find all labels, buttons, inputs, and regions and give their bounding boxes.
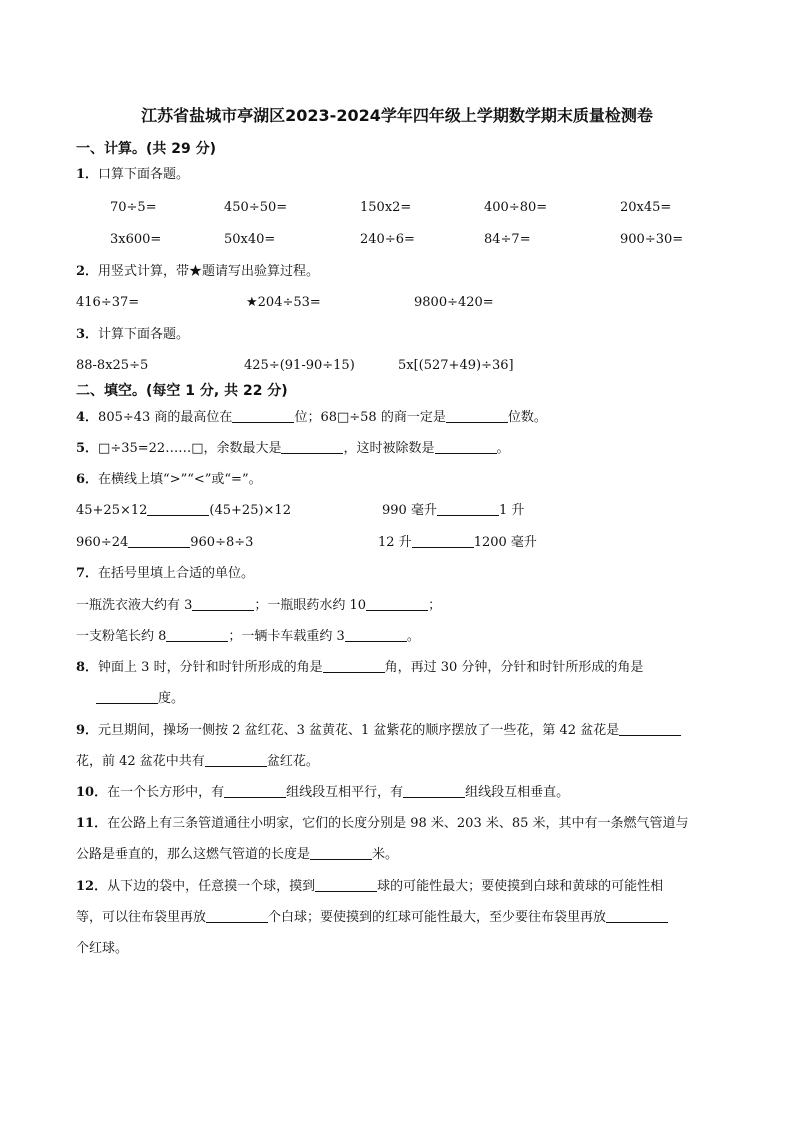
units-line-2: 一支粉笔长约 8 ；一辆卡车载重约 3 。 [76,629,420,644]
compare-item: 960÷24 960÷8÷3 [76,535,254,550]
compare-item: 12 升 1200 毫升 [378,535,537,550]
question-5: 5．□÷35=22……□，余数最大是 ，这时被除数是 。 [76,441,510,456]
question-9-cont: 花，前 42 盆花中共有 盆红花。 [76,754,319,769]
question-11: 11．在公路上有三条管道通往小明家，它们的长度分别是 98 米、203 米、85 米，其中有一条燃气管道与 [76,816,689,831]
question-number: 2． [76,264,99,279]
question-12-end: 个红球。 [76,941,129,956]
vertical-item: ★204÷53= [246,295,321,310]
calc-item: 5x[(527+49)÷36] [398,358,514,373]
question-number: 1． [76,167,99,182]
answer-blank[interactable] [147,502,209,516]
oral-item: 900÷30= [620,232,684,247]
question-6: 6．在横线上填“>”“<”或“=”。 [76,472,262,487]
oral-item: 50x40= [224,232,276,247]
oral-item: 3x600= [110,232,162,247]
answer-blank[interactable] [315,878,377,892]
page-title: 江苏省盐城市亭湖区2023-2024学年四年级上学期数学期末质量检测卷 [141,106,653,125]
question-number: 12． [76,879,108,894]
oral-item: 70÷5= [110,200,157,215]
question-1 [76,166,189,184]
question-number: 3． [76,327,99,342]
question-number: 9． [76,723,99,738]
question-3 [76,326,189,344]
answer-blank[interactable] [606,909,668,923]
question-number: 11． [76,816,108,831]
question-12: 12．从下边的袋中，任意摸一个球，摸到 球的可能性最大；要使摸到白球和黄球的可能性相 [76,879,664,894]
oral-item: 20x45= [620,200,672,215]
answer-blank[interactable] [323,659,385,673]
question-number: 4． [76,410,99,425]
section-2-heading: 二、填空。(每空 1 分, 共 22 分) [76,383,288,399]
answer-blank[interactable] [412,534,474,548]
vertical-item: 9800÷420= [414,295,494,310]
oral-item: 150x2= [360,200,412,215]
units-line-1: 一瓶洗衣液大约有 3 ；一瓶眼药水约 10 ； [76,598,442,613]
question-8-cont: 度。 [96,690,184,708]
answer-blank[interactable] [446,409,508,423]
answer-blank[interactable] [345,628,407,642]
question-4: 4．805÷43 商的最高位在 位；68□÷58 的商一定是 位数。 [76,410,547,425]
question-7: 7．在括号里填上合适的单位。 [76,566,255,581]
question-text: 口算下面各题。 [98,167,190,182]
question-text: 用竖式计算，带★题请写出验算过程。 [98,264,320,279]
answer-blank[interactable] [281,440,343,454]
question-11-cont: 公路是垂直的，那么这燃气管道的长度是 米。 [76,847,399,862]
question-8: 8．钟面上 3 时，分针和时针所形成的角是 角，再过 30 分钟，分针和时针所形成的角是 [76,660,644,675]
answer-blank[interactable] [366,597,428,611]
answer-blank[interactable] [224,784,286,798]
compare-item: 45+25×12 (45+25)×12 [76,503,291,518]
question-text: 计算下面各题。 [98,327,190,342]
question-9: 9．元旦期间，操场一侧按 2 盆红花、3 盆黄花、1 盆紫花的顺序摆放了一些花，第 42 盆花是 [76,722,681,740]
question-number: 5． [76,441,99,456]
question-number: 7． [76,566,99,581]
answer-blank[interactable] [205,753,267,767]
answer-blank[interactable] [437,502,499,516]
answer-blank[interactable] [166,628,228,642]
oral-item: 400÷80= [484,200,548,215]
vertical-item: 416÷37= [76,295,140,310]
question-number: 6． [76,472,99,487]
answer-blank[interactable] [435,440,497,454]
oral-item: 240÷6= [360,232,415,247]
calc-item: 425÷(91-90÷15) [244,358,355,373]
answer-blank[interactable] [403,784,465,798]
answer-blank[interactable] [192,597,254,611]
question-12-cont: 等，可以往布袋里再放 个白球；要使摸到的红球可能性最大，至少要往布袋里再放 [76,909,668,927]
answer-blank[interactable] [128,534,190,548]
section-1-heading: 一、计算。(共 29 分) [76,141,217,157]
compare-item: 990 毫升 1 升 [382,503,525,518]
answer-blank[interactable] [96,690,158,704]
oral-item: 450÷50= [224,200,288,215]
answer-blank[interactable] [619,722,681,736]
question-number: 8． [76,660,99,675]
answer-blank[interactable] [310,846,372,860]
answer-blank[interactable] [206,909,268,923]
question-number: 10． [76,785,108,800]
question-10: 10．在一个长方形中，有 组线段互相平行，有 组线段互相垂直。 [76,785,570,800]
question-2 [76,263,319,281]
answer-blank[interactable] [232,409,294,423]
oral-item: 84÷7= [484,232,531,247]
calc-item: 88-8x25÷5 [76,358,149,373]
